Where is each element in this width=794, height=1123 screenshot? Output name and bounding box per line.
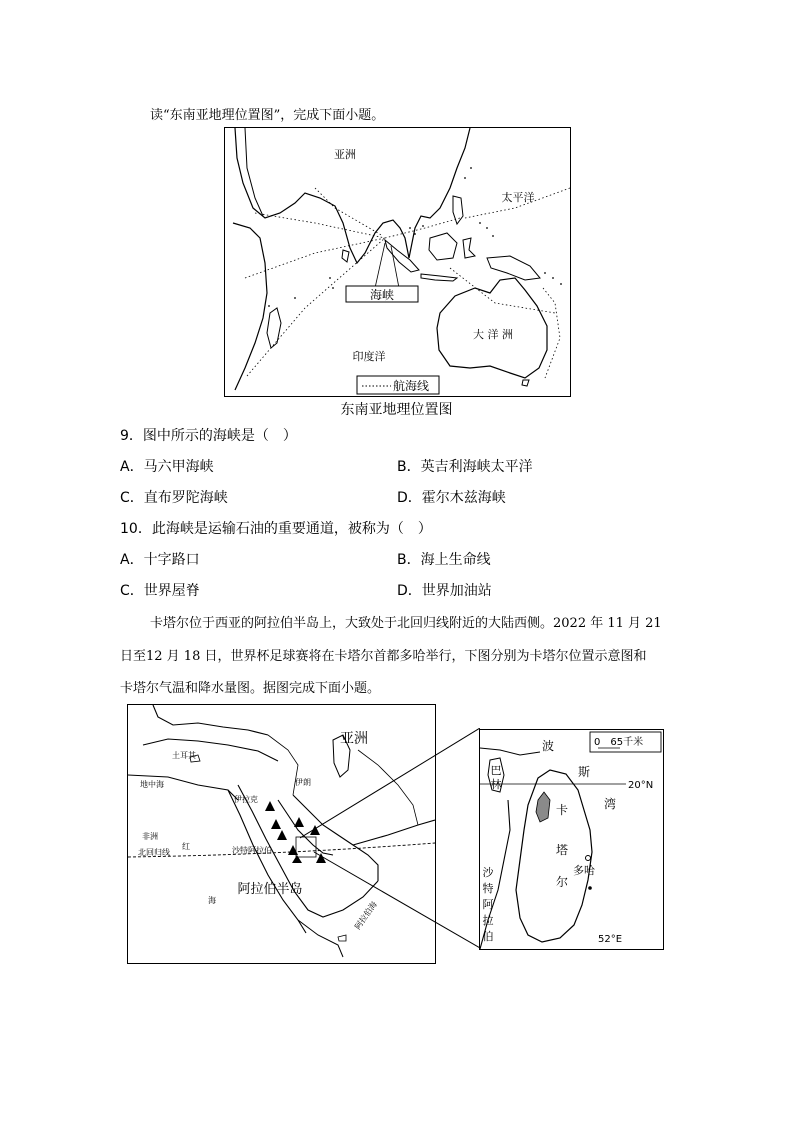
map1-caption: 东南亚地理位置图 [340,402,453,418]
borneo [429,233,457,260]
qatar-para-line2: 日至12 月 18 日，世界杯足球赛将在卡塔尔首都多哈举行，下图分别为卡塔尔位置示意图和 [120,649,647,664]
q10-option-b[interactable]: B．海上生命线 [397,552,491,568]
pacific-label: 太平洋 [501,191,535,204]
la-label: 拉 [482,914,494,927]
a-label: 阿 [482,898,494,911]
indian-ocean-label: 印度洋 [352,350,386,363]
doha-label: 多哈 [573,864,595,877]
saudi-label: 沙特阿拉伯 [232,846,272,855]
city-marker [588,886,592,890]
q9-option-a[interactable]: A．马六甲海峡 [120,459,214,475]
africa-coastline [233,223,267,390]
bo-label: 波 [541,739,555,753]
java [421,274,457,281]
qatar-map-svg [480,730,663,949]
q10-option-a[interactable]: A．十字路口 [120,552,200,568]
tasmania [522,380,529,386]
oceania-label: 大 洋 洲 [473,328,513,341]
qatar-para-line1: 卡塔尔位于西亚的阿拉伯半岛上，大致处于北回归线附近的大陆西侧。2022 年 11 月 21 [150,616,662,631]
legend-label: 航海线 [393,379,430,393]
red-sea-label-2: 海 [208,896,216,905]
ba-label: 巴 [490,764,502,777]
ta-label: 塔 [555,843,569,857]
q9-option-b[interactable]: B．英吉利海峡太平洋 [397,459,533,475]
africa-label: 非洲 [142,832,158,841]
southeast-asia-map-svg [225,128,570,396]
scale-label: 0 65千米 [594,737,644,748]
asia-label: 亚洲 [334,148,356,161]
madagascar [267,308,281,348]
southeast-asia-map [224,127,571,397]
lin-label: 林 [490,778,502,791]
q10-option-d[interactable]: D．世界加油站 [397,583,492,599]
strait-pointer [375,243,385,288]
oil-icon [288,845,298,855]
turkey-label: 土耳其 [172,751,196,760]
doha-marker [586,856,591,861]
latitude-label: 20°N [628,780,654,791]
red-sea-label-1: 红 [182,842,190,851]
q9-option-d[interactable]: D．霍尔木兹海峡 [397,490,506,506]
asia-label: 亚洲 [340,731,368,747]
qatar-para-line3: 卡塔尔气温和降水量图。据图完成下面小题。 [120,681,381,696]
mediterranean-label: 地中海 [140,780,164,789]
sri-lanka [342,250,349,262]
peninsula-label: 阿拉伯半岛 [237,882,303,897]
gulf-top-coast [480,748,540,755]
strait-pointer-2 [391,246,399,288]
er-label: 尔 [555,875,569,889]
longitude-label: 52°E [597,934,623,945]
connector-bottom [314,852,480,948]
te-label: 特 [482,882,494,895]
sha-label: 沙 [482,866,494,879]
arabia-coast [245,128,263,216]
oil-icon [271,819,281,829]
sulawesi [463,238,475,258]
q9-stem: 9．图中所示的海峡是（ ） [120,428,297,444]
europe-coast [153,705,268,735]
wan-label: 湾 [603,797,617,811]
iran-label: 伊朗 [295,778,311,787]
bai-label: 伯 [482,930,494,943]
iraq-label: 伊拉克 [234,795,258,804]
q9-option-c[interactable]: C．直布罗陀海峡 [120,490,228,506]
ka-label: 卡 [555,803,569,817]
connector-top [300,728,480,838]
q10-option-c[interactable]: C．世界屋脊 [120,583,200,599]
qatar-peninsula [516,770,592,942]
q10-stem: 10．此海峡是运输石油的重要通道，被称为（ ） [120,521,432,537]
qatar-map [479,729,664,950]
shipping-lines [245,188,570,378]
iran-border [268,735,298,795]
new-guinea [487,256,540,280]
turkey-coast [143,739,278,761]
intro-text: 读“东南亚地理位置图”，完成下面小题。 [150,108,385,123]
philippines [453,196,463,224]
strait-label: 海峡 [369,288,395,302]
sumatra [385,240,419,272]
tropic-label: 北回归线 [138,848,170,857]
si-label: 斯 [577,765,591,779]
connector-lines [300,728,480,950]
oil-icon [277,830,287,840]
oil-icon [265,801,275,811]
arabian-sea-label: 阿拉伯海 [353,899,379,932]
